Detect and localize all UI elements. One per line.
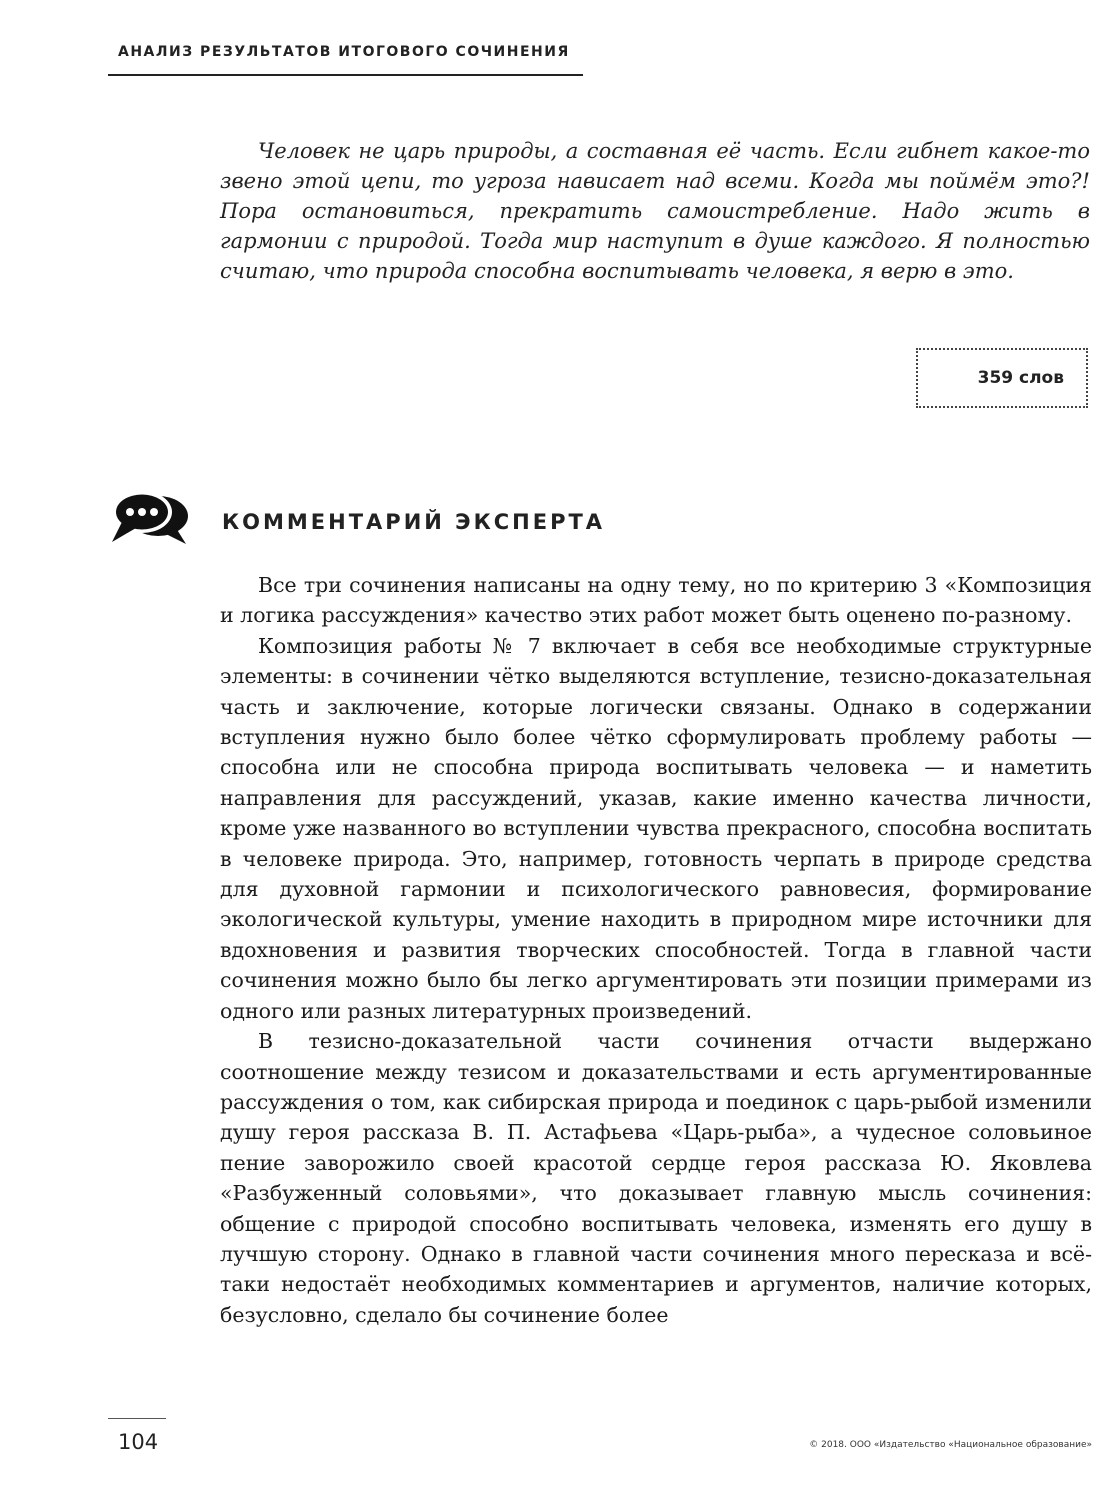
expert-commentary	[220, 570, 1092, 1330]
section-heading: КОММЕНТАРИЙ ЭКСПЕРТА	[222, 510, 606, 534]
word-count-label: 359 слов	[977, 368, 1064, 388]
header-rule	[108, 74, 583, 76]
page-number: 104	[118, 1430, 159, 1454]
commentary-paragraph: Все три сочинения написаны на одну тему, но по критерию 3 «Композиция и логика рассуждения» качество этих работ может быть оценено по-разному.	[220, 573, 1092, 628]
commentary-paragraph: В тезисно-доказательной части сочинения отчасти выдержано соотношение между тезисом и доказательствами и есть аргументированные рассуждения о том, как сибирская природа и поединок с царь-рыбой изменили душу героя рассказа В. П. Астафьева «Царь-рыба», а чудесное соловьиное пение заворожило своей красотой сердце героя рассказа Ю. Яковлева «Разбуженный соловьями», что доказывает главную мысль сочинения: общение с природой способно воспитывать человека, изменять его душу в лучшую сторону. Однако в главной части сочинения много пересказа и всё-таки недостаёт необходимых комментариев и аргументов, наличие которых, безусловно, сделало бы сочинение более	[220, 1029, 1092, 1327]
copyright-notice: © 2018. ООО «Издательство «Национальное образование»	[809, 1440, 1092, 1450]
essay-excerpt: Человек не царь природы, а составная её часть. Если гибнет какое-то звено этой цепи, то угроза нависает над всеми. Когда мы поймём это?! Пора остановиться, прекратить самоистребление. Надо жить в гармонии с природой. Тогда мир наступит в душе каждого. Я полностью считаю, что природа способна воспитывать человека, я верю в это.	[220, 139, 1090, 283]
footer-rule	[108, 1418, 166, 1419]
running-header: АНАЛИЗ РЕЗУЛЬТАТОВ ИТОГОВОГО СОЧИНЕНИЯ	[118, 44, 570, 60]
commentary-paragraph: Композиция работы № 7 включает в себя все необходимые структурные элементы: в сочинении чётко выделяются вступление, тезисно-доказательная часть и заключение, которые логически связаны. Однако в содержании вступления нужно было более чётко сформулировать проблему работы — способна или не способна природа воспитывать человека — и наметить направления для рассуждений, указав, какие именно качества личности, кроме уже названного во вступлении чувства прекрасного, способна воспитать в человеке природа. Это, например, готовность черпать в природе средства для духовной гармонии и психологического равновесия, формирование экологической культуры, умение находить в природном мире источники для вдохновения и развития творческих способностей. Тогда в главной части сочинения можно было бы легко аргументировать эти позиции примерами из одного или разных литературных произведений.	[220, 633, 1092, 1023]
speech-bubbles-icon	[106, 486, 192, 550]
word-count-box	[916, 348, 1088, 408]
